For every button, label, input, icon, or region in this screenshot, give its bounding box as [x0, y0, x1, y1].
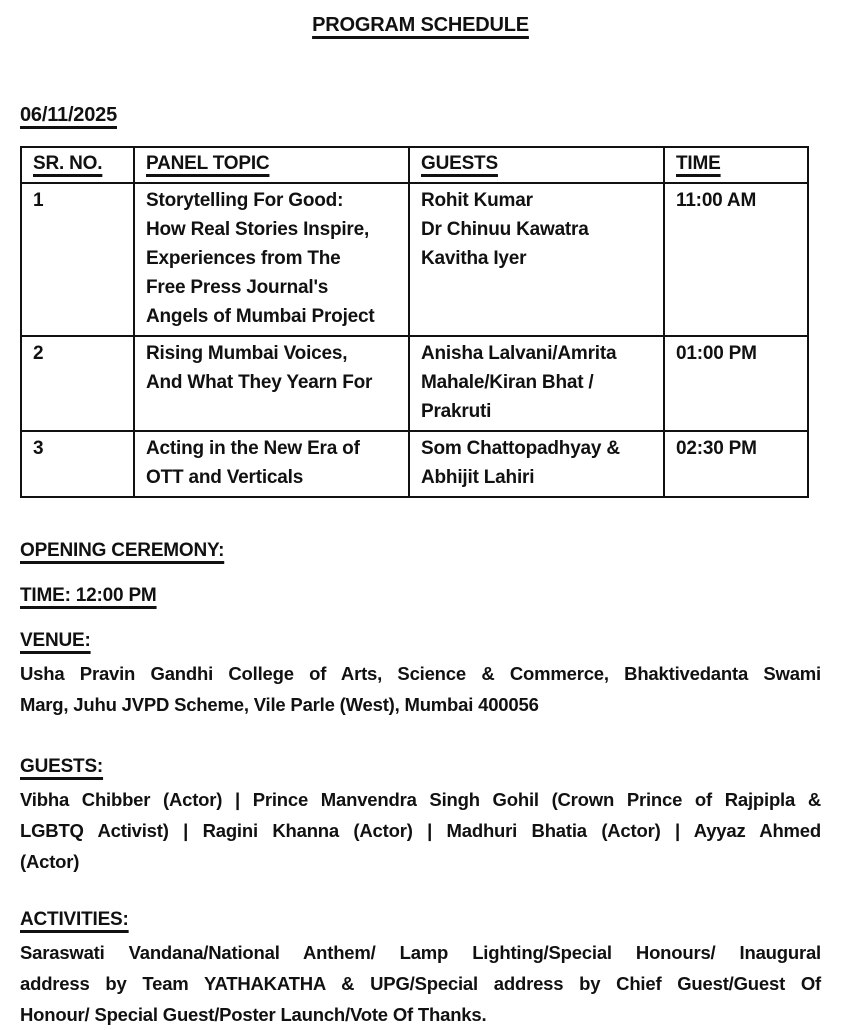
header-panel-topic-text: PANEL TOPIC [146, 153, 270, 174]
guests-line: (Actor) [20, 851, 80, 872]
guests-heading [20, 754, 821, 780]
guest-line: Som Chattopadhyay & [421, 438, 620, 459]
opening-ceremony-heading-text: OPENING CEREMONY: [20, 540, 225, 561]
sr-number: 1 [33, 190, 44, 211]
topic-cell [134, 183, 409, 336]
topic-line: Storytelling For Good: [146, 190, 344, 211]
topic-line: Experiences from The [146, 248, 341, 269]
activities-heading-text: ACTIVITIES: [20, 909, 129, 930]
guest-line: Rohit Kumar [421, 190, 533, 211]
schedule-row [21, 336, 808, 431]
guest-line: Kavitha Iyer [421, 248, 527, 269]
guest-line: Prakruti [421, 401, 492, 422]
schedule-date-text: 06/11/2025 [20, 104, 117, 126]
time-value: 02:30 PM [676, 438, 757, 459]
header-guests-text: GUESTS [421, 153, 498, 174]
sr-number: 2 [33, 343, 44, 364]
page-title-text: PROGRAM SCHEDULE [312, 14, 529, 36]
header-time [664, 147, 808, 183]
topic-line: Rising Mumbai Voices, [146, 343, 348, 364]
topic-line: OTT and Verticals [146, 467, 304, 488]
opening-ceremony-heading [20, 538, 821, 564]
topic-line: How Real Stories Inspire, [146, 219, 370, 240]
sr-cell [21, 183, 134, 336]
guest-line: Anisha Lalvani/Amrita [421, 343, 617, 364]
time-cell [664, 431, 808, 497]
guest-line: Abhijit Lahiri [421, 467, 535, 488]
guests-line: LGBTQ Activist) | Ragini Khanna (Actor) | Madhuri Bhatia (Actor) | Ayyaz Ahmed [20, 820, 821, 841]
schedule-row [21, 431, 808, 497]
header-time-text: TIME [676, 153, 721, 174]
topic-line: And What They Yearn For [146, 372, 373, 393]
guests-cell [409, 431, 664, 497]
topic-line: Acting in the New Era of [146, 438, 360, 459]
time-cell [664, 336, 808, 431]
sr-cell [21, 431, 134, 497]
activities-line: address by Team YATHAKATHA & UPG/Special address by Chief Guest/Guest Of [20, 973, 821, 994]
venue-line: Usha Pravin Gandhi College of Arts, Science & Commerce, Bhaktivedanta Swami [20, 663, 821, 684]
sr-cell [21, 336, 134, 431]
header-sr-no-text: SR. NO. [33, 153, 103, 174]
topic-line: Angels of Mumbai Project [146, 306, 375, 327]
venue-heading [20, 628, 821, 654]
topic-cell [134, 431, 409, 497]
topic-line: Free Press Journal's [146, 277, 329, 298]
guest-line: Dr Chinuu Kawatra [421, 219, 589, 240]
guest-line: Mahale/Kiran Bhat / [421, 372, 594, 393]
schedule-date [20, 102, 821, 128]
topic-cell [134, 336, 409, 431]
guests-paragraph [20, 784, 821, 877]
time-value: 11:00 AM [676, 190, 757, 211]
activities-paragraph [20, 937, 821, 1030]
ceremony-time-text: TIME: 12:00 PM [20, 585, 157, 606]
guests-line: Vibha Chibber (Actor) | Prince Manvendra Singh Gohil (Crown Prince of Rajpipla & [20, 789, 821, 810]
schedule-header-row [21, 147, 808, 183]
time-cell [664, 183, 808, 336]
guests-cell [409, 336, 664, 431]
header-guests [409, 147, 664, 183]
activities-heading [20, 907, 821, 933]
time-value: 01:00 PM [676, 343, 757, 364]
venue-line: Marg, Juhu JVPD Scheme, Vile Parle (West), Mumbai 400056 [20, 694, 539, 715]
activities-line: Honour/ Special Guest/Poster Launch/Vote Of Thanks. [20, 1004, 487, 1025]
header-sr-no [21, 147, 134, 183]
sr-number: 3 [33, 438, 44, 459]
activities-line: Saraswati Vandana/National Anthem/ Lamp Lighting/Special Honours/ Inaugural [20, 942, 821, 963]
ceremony-time-heading [20, 583, 821, 609]
page-title [20, 12, 821, 38]
schedule-table [20, 146, 809, 498]
venue-paragraph [20, 658, 821, 720]
header-panel-topic [134, 147, 409, 183]
venue-heading-text: VENUE: [20, 630, 91, 651]
guests-heading-text: GUESTS: [20, 756, 104, 777]
schedule-row [21, 183, 808, 336]
guests-cell [409, 183, 664, 336]
